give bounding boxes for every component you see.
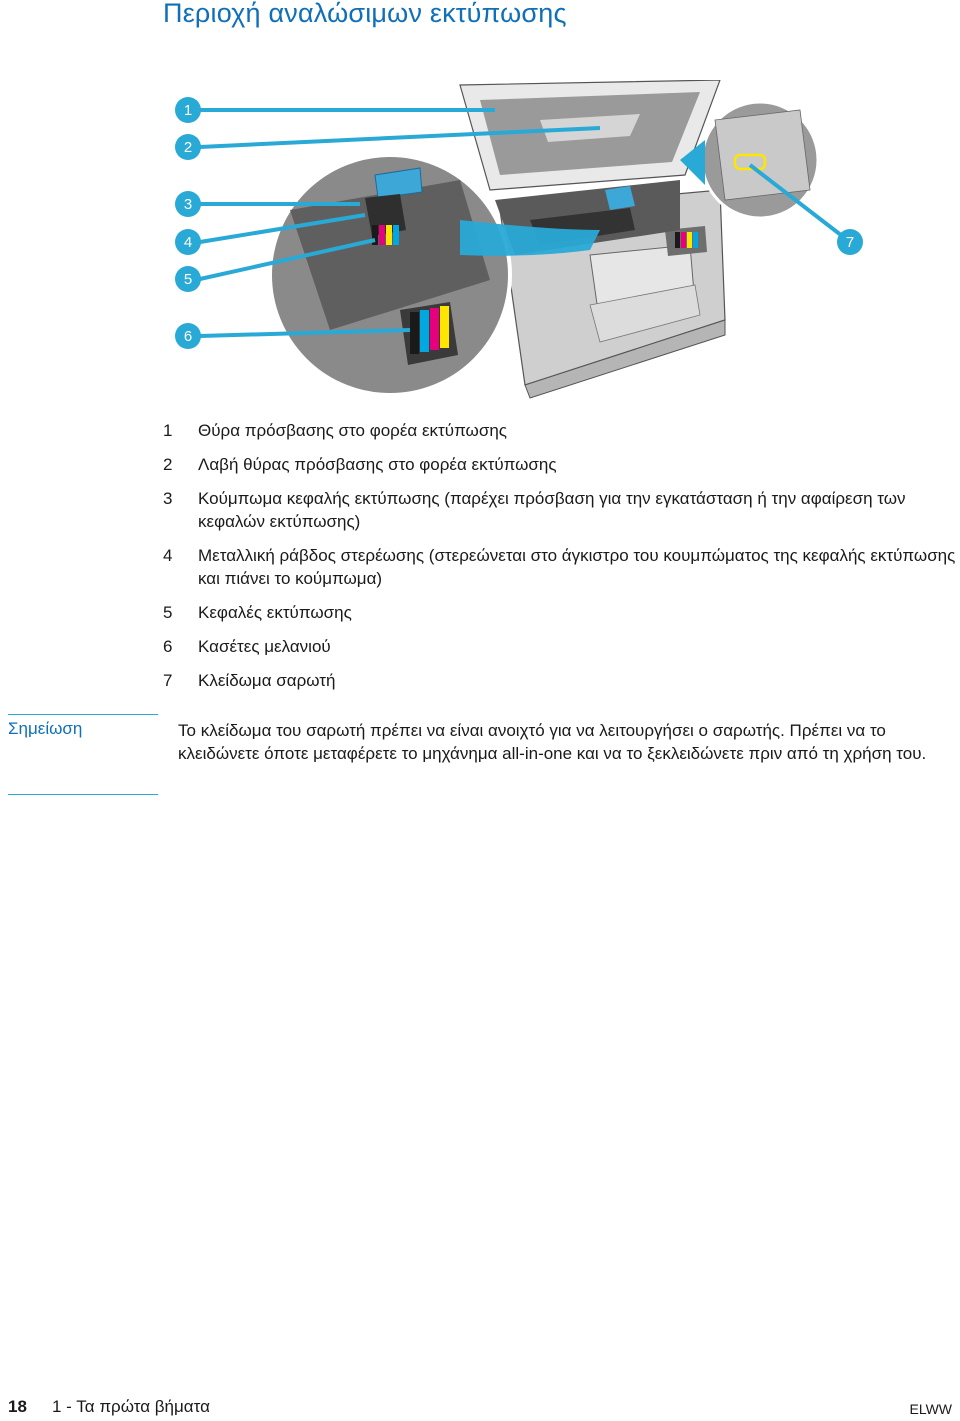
footer-chapter: 1 - Τα πρώτα βήματα xyxy=(52,1397,210,1416)
legend-number: 5 xyxy=(163,603,173,622)
legend-number: 3 xyxy=(163,489,173,508)
legend-text: Θύρα πρόσβασης στο φορέα εκτύπωσης xyxy=(198,421,507,440)
callout-badge-2 xyxy=(175,134,201,160)
legend-text: Λαβή θύρας πρόσβασης στο φορέα εκτύπωσης xyxy=(198,455,557,474)
legend-number: 2 xyxy=(163,455,173,474)
page-title: Περιοχή αναλώσιμων εκτύπωσης xyxy=(163,0,567,28)
note-text: Το κλείδωμα του σαρωτή πρέπει να είναι ανοιχτό για να λειτουργήσει ο σαρωτής. Πρέπει να το κλειδώνετε όποτε μεταφέρετε το μηχάνημα all-in-one και να το ξεκλειδώνετε πριν από τη χρήση του. xyxy=(178,721,927,763)
callout-badge-5 xyxy=(175,266,201,292)
legend-item xyxy=(163,419,958,442)
legend-item xyxy=(163,487,958,533)
legend-text: Κλείδωμα σαρωτή xyxy=(198,671,336,690)
note-bottom-rule xyxy=(8,794,158,795)
legend-number: 6 xyxy=(163,637,173,656)
svg-text:3: 3 xyxy=(183,196,193,213)
callout-badge-1 xyxy=(175,97,201,123)
legend-number: 4 xyxy=(163,546,173,565)
svg-text:6: 6 xyxy=(183,328,193,345)
access-door xyxy=(460,80,720,190)
legend-number: 7 xyxy=(163,671,173,690)
callout-badge-6 xyxy=(175,323,201,349)
legend-list xyxy=(163,419,958,703)
legend-text: Κεφαλές εκτύπωσης xyxy=(198,603,352,622)
note-label: Σημείωση xyxy=(8,719,83,738)
legend-text: Κούμπωμα κεφαλής εκτύπωσης (παρέχει πρόσβαση για την εγκατάσταση ή την αφαίρεση των κεφαλών εκτύπωσης) xyxy=(198,489,906,531)
legend-item xyxy=(163,601,958,624)
legend-item xyxy=(163,669,958,692)
svg-text:4: 4 xyxy=(183,234,193,251)
svg-text:1: 1 xyxy=(183,102,193,119)
footer-code: ELWW xyxy=(909,1401,952,1417)
legend-text: Κασέτες μελανιού xyxy=(198,637,331,656)
legend-item xyxy=(163,635,958,658)
svg-text:5: 5 xyxy=(183,271,193,288)
callout-badge-7 xyxy=(837,229,863,255)
legend-text: Μεταλλική ράβδος στερέωσης (στερεώνεται στο άγκιστρο του κουμπώματος της κεφαλής εκτύπωσης και πιάνει το κούμπωμα) xyxy=(198,546,956,588)
callout-badge-4 xyxy=(175,229,201,255)
legend-item xyxy=(163,453,958,476)
callout-badge-3 xyxy=(175,191,201,217)
svg-text:2: 2 xyxy=(183,139,193,156)
legend-number: 1 xyxy=(163,421,173,440)
note-top-rule xyxy=(8,714,158,715)
legend-item xyxy=(163,544,958,590)
footer-page-number: 18 xyxy=(8,1397,27,1416)
svg-text:7: 7 xyxy=(845,234,855,251)
printer-illustration xyxy=(160,80,880,400)
